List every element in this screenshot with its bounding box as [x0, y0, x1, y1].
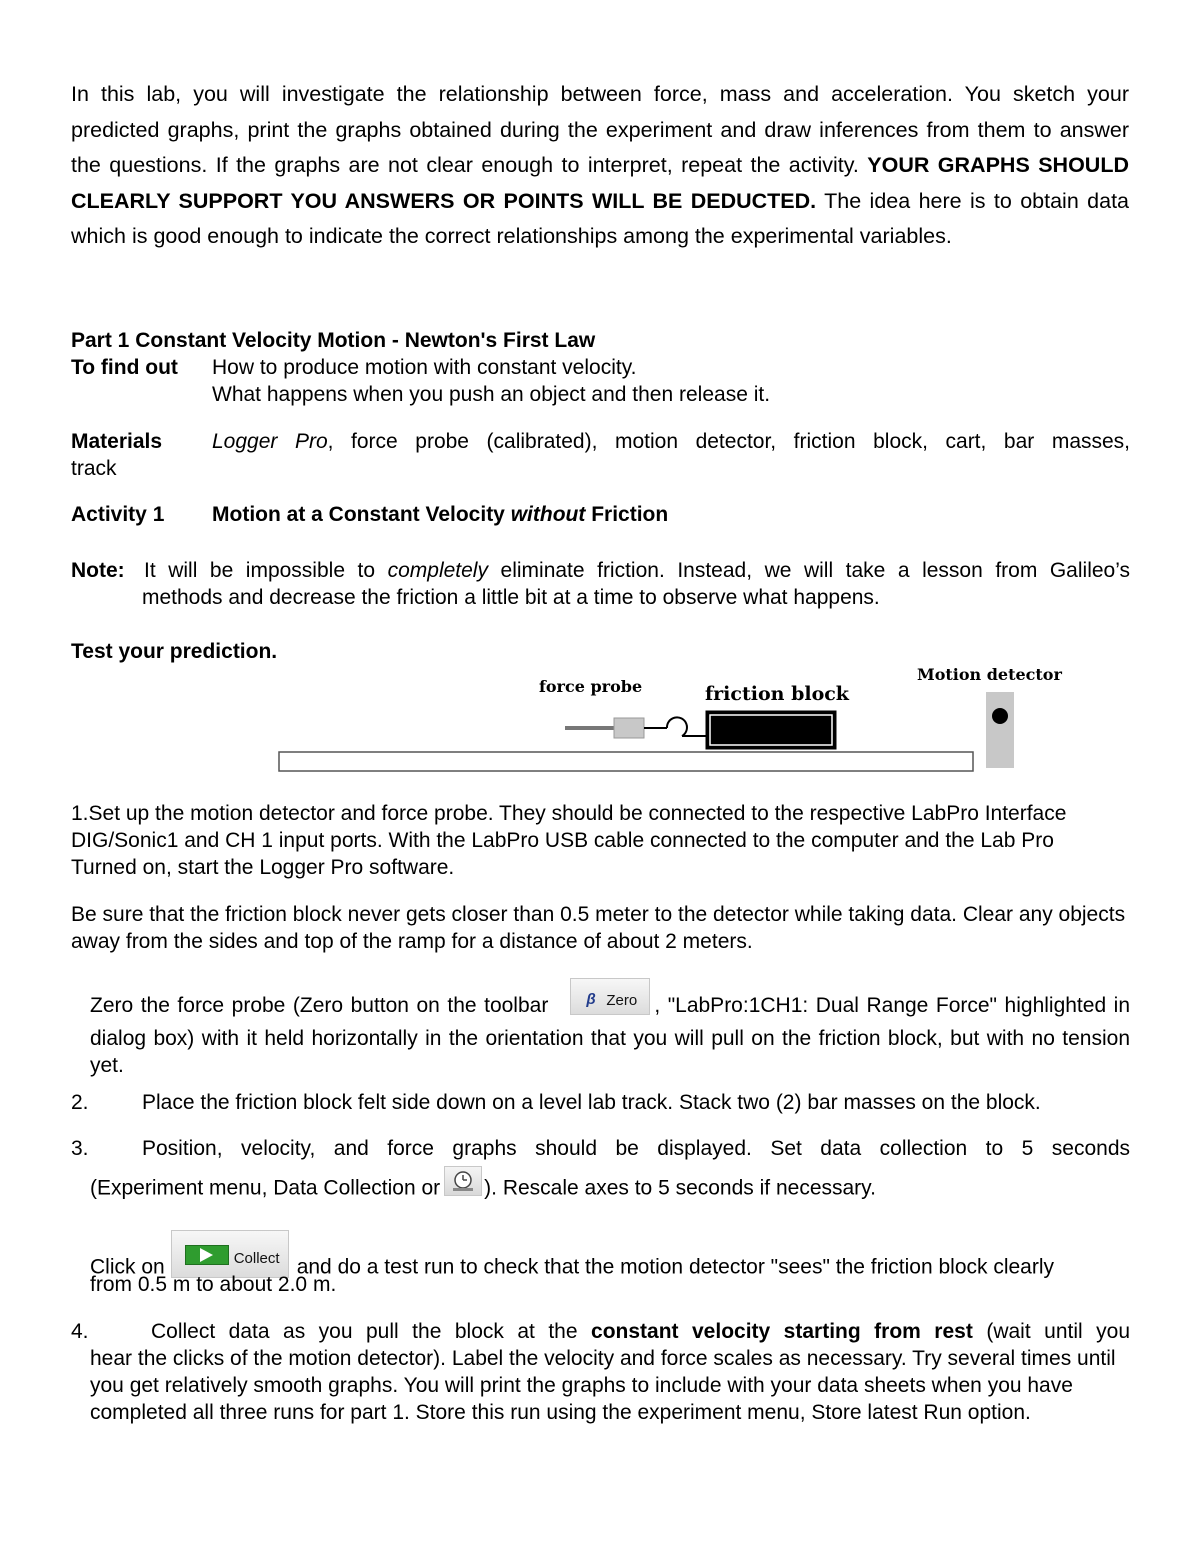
part1-title: Part 1 Constant Velocity Motion - Newton's First Law [71, 329, 596, 352]
materials-software: Logger Pro [212, 430, 328, 453]
step3-num: 3. [71, 1137, 89, 1160]
step4-rest: hear the clicks of the motion detector). Label the velocity and force scales as necessary. Try several times until you get relatively smooth graphs. You will print the graphs to include with your data sheets when you have completed all three runs for part 1. Store this run using the experiment menu, Store latest Run option. [90, 1347, 1116, 1424]
force-probe-body [614, 718, 644, 738]
motion-detector-label: Motion detector [917, 665, 1062, 684]
note-text-italic: completely [387, 559, 488, 582]
zero-text-a: Zero the force probe (Zero button on the toolbar [90, 994, 549, 1018]
friction-block-label: friction block [705, 683, 849, 705]
step2-num: 2. [71, 1091, 89, 1114]
collect-text-b: and do a test run to check that the motion detector "sees" the friction block clearly [296, 1255, 1055, 1279]
collect-line2: from 0.5 m to about 2.0 m. [90, 1273, 337, 1296]
materials-label: Materials [71, 430, 163, 453]
intro-text: In this lab, you will investigate the relationship between force, mass and acceleration. You sketch your predicted graphs, print the graphs obtained during the experiment and draw inferences from them to answer the questions. If the graphs are not clear enough to interpret, repeat the activity. [71, 82, 1129, 177]
be-sure-text: Be sure that the friction block never gets closer than 0.5 meter to the detector while taking data. Clear any objects away from the sides and top of the ramp for a distance of about 2 meters. [71, 903, 1126, 953]
lab-track [279, 752, 973, 771]
note-text-b: eliminate friction. Instead, we will take a lesson from Galileo’s [500, 559, 1131, 582]
zero-glyph-icon: β [586, 991, 596, 1008]
zero-button-icon[interactable] [570, 978, 650, 1015]
step4-text-bold: constant velocity starting from rest [591, 1320, 973, 1343]
zero-button-label: Zero [606, 992, 638, 1009]
zero-text-b: , "LabPro:1CH1: Dual Range Force" highlighted in dialog box) with it held horizontally in the orientation that you will pull on the friction block, but with no tension yet. [90, 994, 1131, 1077]
friction-block-border [710, 715, 832, 745]
activity1-title-b: Friction [591, 503, 669, 526]
force-probe-label: force probe [539, 677, 643, 696]
data-collection-clock-icon[interactable] [444, 1166, 482, 1196]
step3-text-b: ). Rescale axes to 5 seconds if necessary. [484, 1176, 876, 1200]
activity1-title [212, 501, 668, 528]
step3-line1: Position, velocity, and force graphs should be displayed. Set data collection to 5 seconds [142, 1137, 1130, 1160]
step1-text: 1.Set up the motion detector and force probe. They should be connected to the respective LabPro Interface DIG/Sonic1 and CH 1 input ports. With the LabPro USB cable connected to the computer and the Lab Pro Turned on, start the Logger Pro software. [71, 802, 1067, 879]
motion-detector-body [986, 692, 1014, 768]
collect-button-label: Collect [233, 1250, 280, 1267]
materials-text [212, 428, 1130, 455]
note-line2: methods and decrease the friction a little bit at a time to observe what happens. [142, 586, 880, 609]
materials-wrap: track [71, 457, 117, 480]
materials-list: , force probe (calibrated), motion detector, friction block, cart, bar masses, [327, 430, 1131, 453]
intro-text-end: The idea here is to obtain data which is good enough to indicate the correct relationships among the experimental variables. [71, 188, 1129, 248]
step4-text-b: (wait until you [986, 1320, 1131, 1343]
motion-detector-sensor [992, 708, 1008, 724]
step4-num: 4. [71, 1320, 89, 1343]
step3-text-a: (Experiment menu, Data Collection or [90, 1176, 441, 1200]
note-line1 [144, 557, 1130, 584]
play-triangle-icon [200, 1248, 213, 1262]
to-find-out-line1: How to produce motion with constant velocity. [212, 356, 637, 379]
note-text-a: It will be impossible to [144, 559, 376, 582]
collect-text-a: Click on [90, 1255, 165, 1279]
to-find-out-line2: What happens when you push an object and then release it. [212, 383, 771, 406]
activity1-title-a: Motion at a Constant Velocity [212, 503, 505, 526]
to-find-out-label: To find out [71, 356, 178, 379]
clock-glyph-icon [445, 1167, 481, 1195]
step2-text: Place the friction block felt side down on a level lab track. Stack two (2) bar masses on the block. [142, 1091, 1041, 1114]
step3-line2 [90, 1174, 876, 1204]
intro-paragraph [71, 77, 1129, 255]
step4-text-a: Collect data as you pull the block at the [151, 1320, 578, 1343]
note-label: Note: [71, 559, 125, 582]
activity1-title-italic: without [510, 503, 586, 526]
test-heading: Test your prediction. [71, 640, 278, 663]
collect-play-icon [185, 1245, 229, 1265]
step4-line1 [151, 1318, 1130, 1345]
intro-warning: YOUR GRAPHS SHOULD CLEARLY SUPPORT YOU ANSWERS OR POINTS WILL BE DEDUCTED. [71, 153, 1129, 213]
apparatus-diagram [270, 660, 1070, 780]
activity1-label: Activity 1 [71, 503, 165, 526]
force-probe-hook [667, 717, 687, 736]
zero-paragraph [90, 988, 1130, 1079]
